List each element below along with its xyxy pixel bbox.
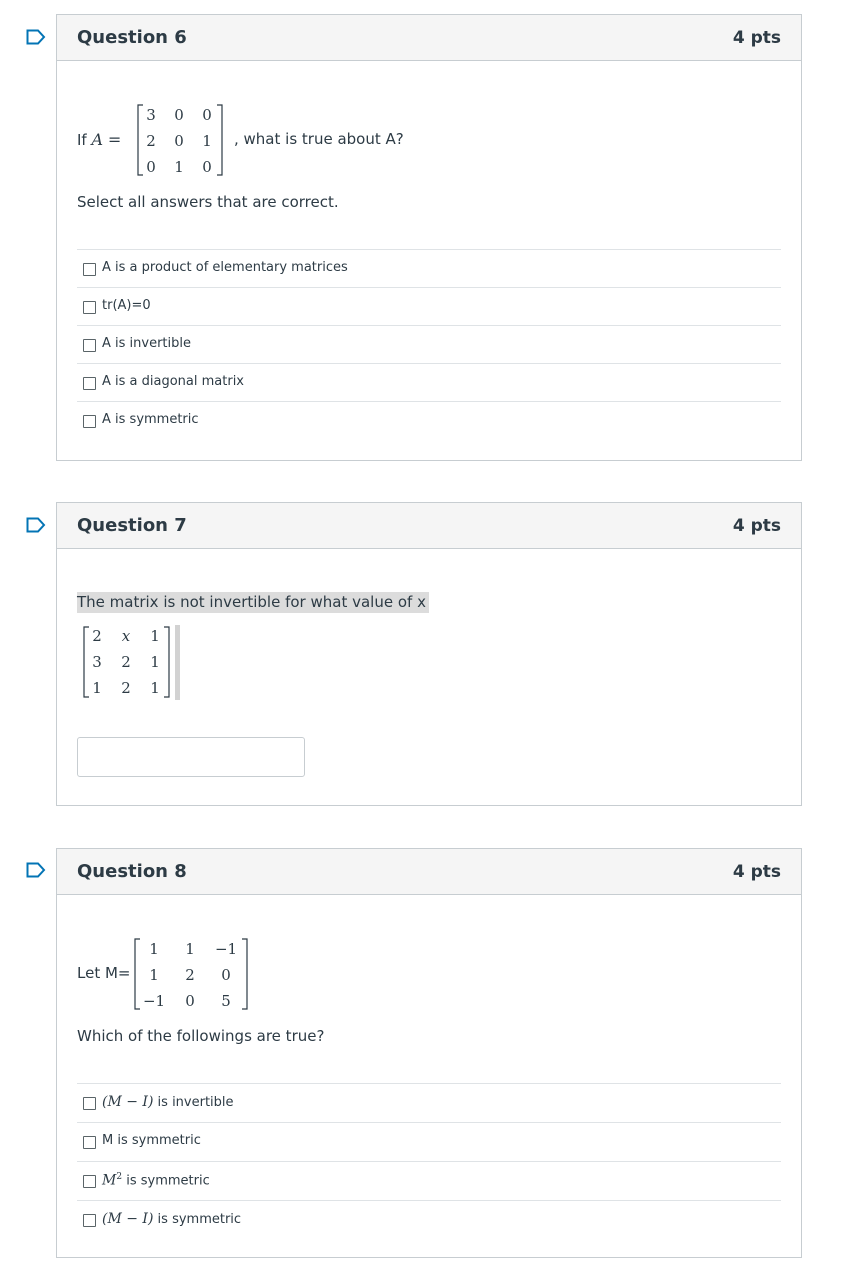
- flag-question-icon[interactable]: [26, 517, 46, 533]
- matrix-m: [133, 938, 249, 1010]
- matrix-cell: 1: [92, 679, 102, 697]
- matrix-cell: 0: [202, 106, 212, 124]
- answer-option[interactable]: [77, 325, 781, 363]
- question-8-card: [56, 848, 802, 1258]
- answer-checkbox[interactable]: [83, 263, 96, 276]
- answer-checkbox[interactable]: [83, 301, 96, 314]
- answer-checkbox[interactable]: [83, 1214, 96, 1227]
- matrix-cell: x: [121, 627, 131, 645]
- answer-option[interactable]: [77, 1200, 781, 1239]
- question-title: Question 6: [77, 27, 187, 48]
- answer-label[interactable]: (M − I) is invertible: [102, 1094, 234, 1110]
- answer-checkbox[interactable]: [83, 1175, 96, 1188]
- answer-checkbox[interactable]: [83, 1136, 96, 1149]
- matrix-a: [136, 104, 224, 176]
- matrix-cell: 2: [185, 966, 195, 984]
- matrix-cell: 3: [92, 653, 102, 671]
- answer-option[interactable]: [77, 1083, 781, 1122]
- question-prompt-prefix: Let M=: [77, 964, 131, 982]
- matrix-cell: 2: [121, 653, 131, 671]
- flag-question-icon[interactable]: [26, 862, 46, 878]
- answer-label[interactable]: A is invertible: [102, 336, 192, 351]
- question-points: 4 pts: [732, 516, 781, 536]
- answer-option[interactable]: [77, 1122, 781, 1161]
- question-points: 4 pts: [732, 862, 781, 882]
- answer-option[interactable]: [77, 363, 781, 401]
- answer-input[interactable]: [77, 737, 305, 777]
- matrix-cell: 0: [174, 106, 184, 124]
- matrix-cell: 0: [146, 158, 156, 176]
- answer-label[interactable]: A is a product of elementary matrices: [102, 260, 348, 275]
- question-header: [57, 503, 801, 549]
- matrix-cell: 0: [202, 158, 212, 176]
- answer-list: [77, 1083, 781, 1239]
- answer-checkbox[interactable]: [83, 377, 96, 390]
- answer-list: [77, 249, 781, 439]
- question-title: Question 8: [77, 861, 187, 882]
- matrix-cell: 3: [146, 106, 156, 124]
- question-7-card: [56, 502, 802, 806]
- answer-checkbox[interactable]: [83, 339, 96, 352]
- question-header: [57, 15, 801, 61]
- answer-option[interactable]: [77, 249, 781, 287]
- question-prompt-prefix: If A =: [77, 130, 122, 149]
- question-6-card: [56, 14, 802, 461]
- matrix-x: [82, 625, 178, 701]
- answer-label[interactable]: M is symmetric: [102, 1133, 201, 1148]
- matrix-cell: 1: [174, 158, 184, 176]
- matrix-cell: 1: [150, 627, 160, 645]
- answer-label[interactable]: A is symmetric: [102, 412, 199, 427]
- matrix-cell: 1: [150, 679, 160, 697]
- answer-checkbox[interactable]: [83, 415, 96, 428]
- answer-label[interactable]: tr(A)=0: [102, 298, 151, 313]
- question-points: 4 pts: [732, 28, 781, 48]
- question-instruction: Which of the followings are true?: [77, 1027, 325, 1045]
- answer-option[interactable]: [77, 401, 781, 439]
- matrix-cell: 1: [202, 132, 212, 150]
- matrix-cell: 0: [221, 966, 231, 984]
- matrix-cell: 2: [92, 627, 102, 645]
- answer-option[interactable]: [77, 1161, 781, 1200]
- matrix-cell: 2: [146, 132, 156, 150]
- question-header: [57, 849, 801, 895]
- matrix-cell: 1: [149, 940, 159, 958]
- question-instruction: Select all answers that are correct.: [77, 193, 339, 211]
- question-title: Question 7: [77, 515, 187, 536]
- question-prompt-suffix: , what is true about A?: [234, 130, 404, 148]
- flag-question-icon[interactable]: [26, 29, 46, 45]
- matrix-cell: 0: [185, 992, 195, 1010]
- matrix-cell: −1: [214, 940, 238, 958]
- answer-checkbox[interactable]: [83, 1097, 96, 1110]
- answer-label[interactable]: $M^2$ is symmetric: [102, 1172, 210, 1189]
- matrix-cell: 1: [185, 940, 195, 958]
- matrix-cell: 2: [121, 679, 131, 697]
- matrix-cell: 5: [221, 992, 231, 1010]
- matrix-cell: 0: [174, 132, 184, 150]
- answer-label[interactable]: A is a diagonal matrix: [102, 374, 245, 389]
- matrix-cell: 1: [150, 653, 160, 671]
- matrix-cell: 1: [149, 966, 159, 984]
- matrix-cell: −1: [142, 992, 166, 1010]
- question-prompt: The matrix is not invertible for what value of x: [77, 592, 429, 613]
- answer-label[interactable]: (M − I) is symmetric: [102, 1211, 242, 1227]
- answer-option[interactable]: [77, 287, 781, 325]
